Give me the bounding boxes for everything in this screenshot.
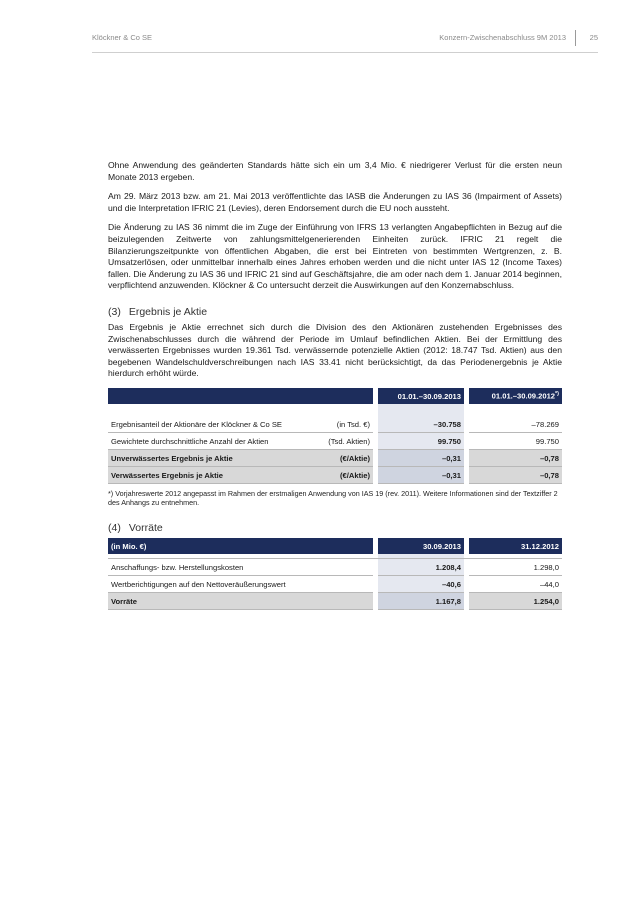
column-header: 01.01.–30.09.2012*): [469, 388, 562, 404]
header-cell: [108, 388, 288, 404]
row-value: 1.208,4: [378, 559, 464, 576]
table-header-row: [108, 388, 562, 404]
section-heading-inventories: [108, 522, 562, 534]
row-unit: (in Tsd. €): [288, 404, 373, 433]
paragraph-2: Am 29. März 2013 bzw. am 21. Mai 2013 veröffentlichte das IASB die Änderungen zu IAS 36 (Impairment of Assets) und die Interpretation IFRIC 21 (Levies), deren Endorsement durch die EU noch aussteht.: [108, 191, 562, 213]
row-value: –0,78: [469, 450, 562, 467]
page-header: [92, 33, 598, 47]
row-label: Vorräte: [108, 593, 373, 610]
table-row: [108, 467, 562, 484]
header-label: (in Mio. €): [108, 538, 373, 554]
table-row: [108, 450, 562, 467]
table-row: [108, 433, 562, 450]
table-row: [108, 593, 562, 610]
inventories-table: [108, 538, 562, 610]
section-title: Ergebnis je Aktie: [128, 305, 208, 318]
header-separator: [575, 30, 576, 46]
table-header-row: [108, 538, 562, 554]
row-label: Verwässertes Ergebnis je Aktie: [108, 467, 288, 484]
row-value: –40,6: [378, 576, 464, 593]
row-label: Unverwässertes Ergebnis je Aktie: [108, 450, 288, 467]
row-unit: (€/Aktie): [288, 467, 373, 484]
row-label: Wertberichtigungen auf den Nettoveräußerungswert: [108, 576, 373, 593]
page-number: 25: [589, 33, 598, 42]
paragraph-3: Die Änderung zu IAS 36 nimmt die im Zuge der Einführung von IFRS 13 verlangten Angabepflichten in Bezug auf die beizulegenden Zeitwerte von zahlungsmittelgenerierenden Einheiten zurück. IFRIC 21 regelt die Bilanzierungszeitpunkte von öffentlichen Abgaben, die erst bei Eintreten von bestimmten Wertgrenzen, z. B. Umsatzerlösen, oder unmittelbar innerhalb eines Jahres erhoben werden und die nicht unter IAS 12 (Income Taxes) fallen. Die Änderung zu IAS 36 und IFRIC 21 sind auf Geschäftsjahre, die am oder nach dem 1. Januar 2014 beginnen, verpflichtend anzuwenden. Klöckner & Co untersucht derzeit die Auswirkungen auf den Konzernabschluss.: [108, 222, 562, 291]
column-header: 30.09.2013: [378, 538, 464, 554]
section-number: (3): [108, 305, 121, 318]
row-label: Gewichtete durchschnittliche Anzahl der Aktien: [108, 433, 288, 450]
section-heading-eps: [108, 306, 562, 318]
table-row: [108, 404, 562, 433]
paragraph-1: Ohne Anwendung des geänderten Standards hätte sich ein um 3,4 Mio. € niedrigerer Verlust für die ersten neun Monate 2013 ergeben.: [108, 160, 562, 182]
table-footnote: *) Vorjahreswerte 2012 angepasst im Rahmen der erstmaligen Anwendung von IAS 19 (rev. 2011). Weitere Informationen sind der Textziffer 2 des Anhangs zu entnehmen.: [108, 488, 558, 508]
row-value: –44,0: [469, 576, 562, 593]
row-unit: (Tsd. Aktien): [288, 433, 373, 450]
header-rule: [92, 52, 598, 53]
page-content: [108, 160, 562, 610]
table-row: [108, 576, 562, 593]
row-unit: (€/Aktie): [288, 450, 373, 467]
row-value: 99.750: [469, 433, 562, 450]
row-label: Ergebnisanteil der Aktionäre der Klöckner & Co SE: [108, 404, 288, 433]
header-cell: [288, 388, 373, 404]
row-value: 1.167,8: [378, 593, 464, 610]
section-number: (4): [108, 521, 121, 534]
row-label: Anschaffungs- bzw. Herstellungskosten: [108, 559, 373, 576]
eps-paragraph: Das Ergebnis je Aktie errechnet sich durch die Division des den Aktionären zustehenden Ergebnisses des Zwischenabschlusses durch die während der Periode im Umlauf befindlichen Aktien. Bei der Ermittlung des verwässerten Ergebnisses wurden 19.361 Tsd. verwässernde potenzielle Aktien (2012: 18.747 Tsd. Aktien) aus den begebenen Wandelschuldverschreibungen nach IAS 33.41 nicht berücksichtigt, da das Periodenergebnis je Aktie hierdurch erhöht würde.: [108, 321, 562, 379]
row-value: –0,31: [378, 467, 464, 484]
row-value: –78.269: [469, 404, 562, 433]
column-header: 31.12.2012: [469, 538, 562, 554]
header-report-title: Konzern-Zwischenabschluss 9M 2013: [439, 33, 566, 42]
row-value: 1.254,0: [469, 593, 562, 610]
row-value: –0,31: [378, 450, 464, 467]
row-value: 99.750: [378, 433, 464, 450]
row-value: –30.758: [378, 404, 464, 433]
section-title: Vorräte: [128, 521, 163, 534]
eps-table: [108, 388, 562, 484]
column-header: 01.01.–30.09.2013: [378, 388, 464, 404]
table-row: [108, 559, 562, 576]
header-company: Klöckner & Co SE: [92, 33, 153, 42]
row-value: –0,78: [469, 467, 562, 484]
row-value: 1.298,0: [469, 559, 562, 576]
